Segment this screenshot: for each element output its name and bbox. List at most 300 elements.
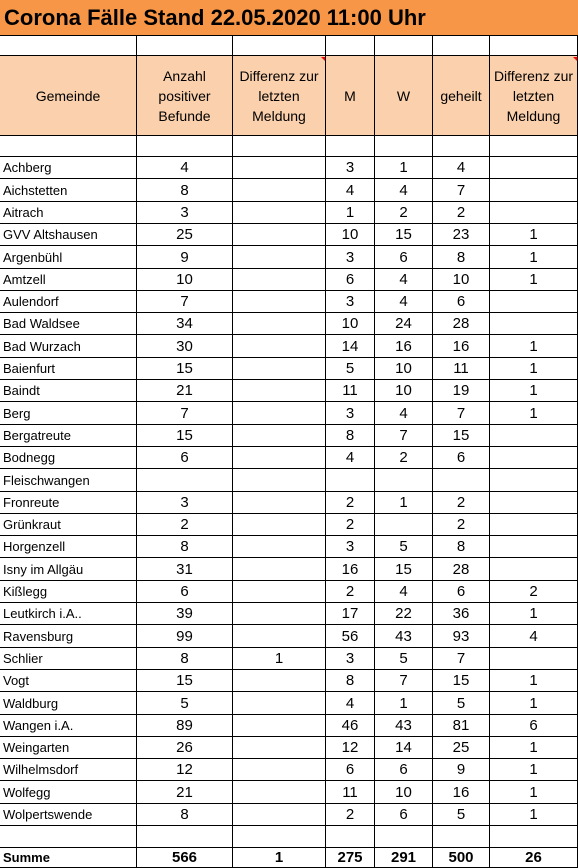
table-cell-geheilt[interactable] [433,291,490,313]
table-cell-anzahl[interactable] [137,157,233,179]
table-cell-differenz-geheilt[interactable] [490,581,578,603]
spacer-cell-top-geheilt[interactable] [433,36,490,56]
table-cell-m[interactable] [326,625,375,648]
table-cell-differenz-geheilt[interactable] [490,402,578,425]
table-cell-m[interactable] [326,202,375,224]
table-cell-gemeinde-text: GVV Altshausen [3,227,98,242]
table-cell-anzahl[interactable] [137,447,233,469]
table-cell-differenz-geheilt[interactable] [490,603,578,625]
table-cell-differenz-geheilt[interactable] [490,358,578,380]
spacer-cell-mid-differenz-geheilt[interactable] [490,136,578,157]
header-gemeinde-text: Gemeinde [35,87,101,104]
table-cell-geheilt[interactable] [433,670,490,692]
table-cell-anzahl[interactable] [137,313,233,335]
header-m[interactable] [326,56,375,136]
table-cell-gemeinde[interactable] [0,581,137,603]
spacer-cell-bottom-m[interactable] [326,826,375,848]
table-cell-gemeinde[interactable] [0,670,137,692]
table-cell-differenz[interactable] [233,469,326,492]
summary-cell-differenz-geheilt[interactable] [490,848,578,868]
table-cell-differenz-geheilt[interactable] [490,715,578,737]
table-cell-differenz-geheilt-text: 6 [529,717,538,734]
table-cell-differenz-geheilt[interactable] [490,179,578,202]
table-cell-differenz-geheilt[interactable] [490,670,578,692]
table-cell-gemeinde[interactable] [0,781,137,804]
table-cell-differenz-geheilt[interactable] [490,291,578,313]
summary-cell-differenz[interactable] [233,848,326,868]
table-cell-differenz[interactable] [233,759,326,781]
table-cell-differenz-geheilt[interactable] [490,202,578,224]
spacer-cell-top-differenz-geheilt[interactable] [490,36,578,56]
table-cell-w[interactable] [375,781,433,804]
table-cell-gemeinde[interactable] [0,804,137,826]
table-cell-differenz[interactable] [233,179,326,202]
table-cell-differenz-geheilt[interactable] [490,648,578,670]
table-cell-w[interactable] [375,291,433,313]
table-cell-w[interactable] [375,670,433,692]
table-cell-gemeinde[interactable] [0,558,137,581]
table-cell-m-text: 2 [345,806,355,823]
comment-indicator-icon [321,57,325,61]
table-cell-w[interactable] [375,380,433,402]
table-cell-anzahl[interactable] [137,224,233,246]
table-cell-geheilt[interactable] [433,536,490,558]
table-cell-anzahl[interactable] [137,492,233,514]
table-cell-gemeinde[interactable] [0,380,137,402]
spacer-cell-bottom-w[interactable] [375,826,433,848]
table-cell-gemeinde[interactable] [0,313,137,335]
table-cell-gemeinde[interactable] [0,202,137,224]
table-cell-gemeinde[interactable] [0,402,137,425]
table-cell-w[interactable] [375,269,433,291]
table-cell-anzahl[interactable] [137,625,233,648]
table-cell-geheilt[interactable] [433,737,490,759]
table-cell-anzahl[interactable] [137,514,233,536]
table-cell-w[interactable] [375,536,433,558]
table-cell-gemeinde[interactable] [0,625,137,648]
summary-cell-anzahl[interactable] [137,848,233,868]
table-cell-gemeinde[interactable] [0,246,137,269]
table-cell-geheilt[interactable] [433,157,490,179]
table-cell-geheilt[interactable] [433,648,490,670]
table-cell-m[interactable] [326,358,375,380]
table-cell-anzahl[interactable] [137,737,233,759]
table-cell-differenz[interactable] [233,715,326,737]
table-cell-w[interactable] [375,603,433,625]
table-cell-anzahl[interactable] [137,603,233,625]
table-cell-differenz-geheilt[interactable] [490,335,578,358]
table-cell-differenz[interactable] [233,380,326,402]
table-cell-m[interactable] [326,269,375,291]
table-cell-w[interactable] [375,157,433,179]
table-cell-differenz[interactable] [233,804,326,826]
table-cell-anzahl-text: 39 [176,605,193,622]
table-cell-w[interactable] [375,581,433,603]
table-cell-anzahl[interactable] [137,581,233,603]
table-cell-differenz[interactable] [233,692,326,715]
table-cell-anzahl[interactable] [137,648,233,670]
table-cell-w[interactable] [375,514,433,536]
table-cell-anzahl-text: 6 [180,449,189,466]
table-cell-w[interactable] [375,692,433,715]
table-cell-m[interactable] [326,737,375,759]
table-cell-m[interactable] [326,514,375,536]
summary-cell-geheilt-text: 500 [448,849,474,866]
table-cell-differenz-geheilt[interactable] [490,246,578,269]
table-cell-geheilt[interactable] [433,335,490,358]
table-cell-gemeinde[interactable] [0,269,137,291]
table-cell-m[interactable] [326,313,375,335]
spacer-cell-top-gemeinde[interactable] [0,36,137,56]
table-cell-anzahl[interactable] [137,759,233,781]
table-cell-differenz[interactable] [233,603,326,625]
table-cell-w-text: 15 [395,560,412,578]
table-cell-anzahl[interactable] [137,246,233,269]
table-cell-m[interactable] [326,715,375,737]
table-cell-anzahl[interactable] [137,558,233,581]
table-cell-gemeinde[interactable] [0,492,137,514]
table-cell-anzahl[interactable] [137,715,233,737]
table-cell-gemeinde[interactable] [0,469,137,492]
table-cell-w[interactable] [375,179,433,202]
table-cell-geheilt[interactable] [433,804,490,826]
table-cell-anzahl-text: 3 [180,204,189,221]
spacer-cell-mid-geheilt[interactable] [433,136,490,157]
table-cell-m-text: 11 [342,783,358,801]
table-cell-differenz-geheilt[interactable] [490,447,578,469]
table-cell-geheilt-text: 7 [456,650,466,667]
table-cell-anzahl[interactable] [137,804,233,826]
table-cell-m[interactable] [326,380,375,402]
table-cell-geheilt[interactable] [433,759,490,781]
table-cell-geheilt-text: 7 [456,181,466,199]
summary-cell-differenz-text: 1 [274,849,284,866]
table-cell-geheilt[interactable] [433,558,490,581]
table-cell-geheilt-text: 93 [452,627,470,645]
table-cell-differenz-geheilt[interactable] [490,425,578,447]
table-cell-w[interactable] [375,246,433,269]
summary-cell-gemeinde[interactable] [0,848,137,868]
table-cell-geheilt-text: 28 [452,315,470,332]
table-cell-m[interactable] [326,224,375,246]
table-cell-differenz[interactable] [233,269,326,291]
summary-cell-m[interactable] [326,848,375,868]
table-cell-differenz-geheilt[interactable] [490,157,578,179]
table-cell-differenz-geheilt-text: 1 [529,337,538,355]
table-cell-anzahl[interactable] [137,692,233,715]
table-cell-differenz[interactable] [233,202,326,224]
spacer-cell-bottom-differenz-geheilt[interactable] [490,826,578,848]
table-cell-anzahl-text: 7 [180,404,189,422]
table-cell-anzahl[interactable] [137,425,233,447]
table-cell-differenz-geheilt-text: 1 [529,360,538,377]
table-cell-gemeinde[interactable] [0,603,137,625]
spacer-cell-mid-gemeinde[interactable] [0,136,137,157]
table-cell-differenz[interactable] [233,425,326,447]
table-cell-geheilt[interactable] [433,469,490,492]
table-cell-w[interactable] [375,224,433,246]
header-gemeinde[interactable] [0,56,137,136]
table-cell-differenz[interactable] [233,514,326,536]
table-cell-m-text: 6 [345,271,355,288]
spacer-cell-top-m[interactable] [326,36,375,56]
table-cell-m[interactable] [326,536,375,558]
table-cell-geheilt-text: 15 [452,672,470,689]
table-cell-geheilt[interactable] [433,179,490,202]
table-cell-gemeinde[interactable] [0,447,137,469]
table-cell-differenz-geheilt[interactable] [490,224,578,246]
table-cell-differenz[interactable] [233,291,326,313]
spacer-cell-bottom-differenz[interactable] [233,826,326,848]
table-cell-differenz-geheilt[interactable] [490,469,578,492]
header-differenz-geheilt[interactable] [490,56,578,136]
table-cell-w[interactable] [375,648,433,670]
table-cell-anzahl[interactable] [137,536,233,558]
table-cell-anzahl[interactable] [137,469,233,492]
table-cell-differenz-geheilt[interactable] [490,558,578,581]
table-cell-gemeinde-text: Fronreute [3,495,60,510]
table-cell-anzahl-text: 7 [180,293,189,310]
table-cell-m-text: 6 [345,761,355,778]
table-cell-w[interactable] [375,402,433,425]
table-cell-anzahl[interactable] [137,781,233,804]
table-cell-gemeinde[interactable] [0,648,137,670]
table-cell-differenz[interactable] [233,670,326,692]
table-cell-differenz[interactable] [233,625,326,648]
table-cell-anzahl-text: 25 [176,226,193,243]
table-cell-differenz-geheilt[interactable] [490,625,578,648]
table-cell-gemeinde[interactable] [0,358,137,380]
table-cell-differenz[interactable] [233,358,326,380]
table-cell-w-text: 10 [395,360,412,377]
table-cell-w-text: 4 [399,583,408,600]
table-cell-gemeinde[interactable] [0,536,137,558]
table-cell-geheilt-text: 6 [456,583,466,600]
spacer-cell-top-w[interactable] [375,36,433,56]
spacer-cell-mid-m[interactable] [326,136,375,157]
table-cell-differenz-geheilt[interactable] [490,492,578,514]
table-cell-m-text: 10 [341,226,359,243]
table-cell-m[interactable] [326,335,375,358]
table-cell-w[interactable] [375,469,433,492]
table-cell-gemeinde[interactable] [0,514,137,536]
table-cell-differenz-geheilt-text: 1 [529,761,538,778]
table-cell-gemeinde[interactable] [0,335,137,358]
table-cell-differenz[interactable] [233,224,326,246]
table-cell-w[interactable] [375,715,433,737]
table-cell-differenz[interactable] [233,246,326,269]
table-cell-geheilt[interactable] [433,603,490,625]
table-cell-m[interactable] [326,492,375,514]
table-cell-m[interactable] [326,291,375,313]
sheet-title: Corona Fälle Stand 22.05.2020 11:00 Uhr [0,0,578,36]
table-cell-m[interactable] [326,402,375,425]
table-cell-m[interactable] [326,425,375,447]
table-cell-geheilt[interactable] [433,692,490,715]
table-cell-m[interactable] [326,469,375,492]
table-cell-w-text: 10 [395,382,412,399]
table-cell-differenz-geheilt-text: 1 [529,694,538,712]
table-cell-differenz-geheilt[interactable] [490,313,578,335]
spacer-cell-mid-differenz[interactable] [233,136,326,157]
table-cell-gemeinde[interactable] [0,179,137,202]
spacer-cell-bottom-anzahl[interactable] [137,826,233,848]
table-cell-m[interactable] [326,692,375,715]
summary-cell-geheilt[interactable] [433,848,490,868]
table-cell-gemeinde[interactable] [0,759,137,781]
table-cell-differenz[interactable] [233,581,326,603]
spacer-cell-bottom-gemeinde[interactable] [0,826,137,848]
table-cell-gemeinde-text: Ravensburg [3,628,74,644]
table-cell-w[interactable] [375,492,433,514]
table-cell-differenz-geheilt[interactable] [490,380,578,402]
table-cell-geheilt[interactable] [433,492,490,514]
table-cell-anzahl[interactable] [137,670,233,692]
table-cell-geheilt[interactable] [433,781,490,804]
table-cell-geheilt[interactable] [433,581,490,603]
table-cell-w-text: 24 [395,315,412,332]
table-cell-geheilt[interactable] [433,224,490,246]
table-cell-anzahl[interactable] [137,202,233,224]
table-cell-w[interactable] [375,625,433,648]
table-cell-geheilt[interactable] [433,246,490,269]
table-cell-differenz-geheilt[interactable] [490,737,578,759]
table-cell-anzahl[interactable] [137,269,233,291]
table-cell-differenz-geheilt[interactable] [490,781,578,804]
table-cell-geheilt[interactable] [433,380,490,402]
table-cell-differenz-geheilt[interactable] [490,759,578,781]
table-cell-w-text: 15 [395,226,412,243]
table-cell-anzahl[interactable] [137,335,233,358]
table-cell-anzahl[interactable] [137,402,233,425]
table-cell-geheilt[interactable] [433,425,490,447]
table-cell-m[interactable] [326,447,375,469]
spacer-cell-bottom-geheilt[interactable] [433,826,490,848]
table-cell-w[interactable] [375,759,433,781]
table-cell-differenz-geheilt-text: 1 [529,672,538,689]
table-cell-w[interactable] [375,335,433,358]
table-cell-gemeinde-text: Baindt [3,383,40,398]
table-cell-differenz-geheilt-text: 1 [529,739,538,756]
table-cell-geheilt[interactable] [433,514,490,536]
table-cell-differenz[interactable] [233,536,326,558]
table-cell-m[interactable] [326,157,375,179]
table-cell-m[interactable] [326,781,375,804]
table-cell-w[interactable] [375,737,433,759]
table-cell-anzahl-text: 10 [176,271,193,288]
table-cell-gemeinde[interactable] [0,224,137,246]
table-cell-m[interactable] [326,759,375,781]
table-cell-w[interactable] [375,202,433,224]
header-anzahl-text: Anzahl positiver Befunde [158,67,211,124]
table-cell-w[interactable] [375,358,433,380]
table-cell-gemeinde[interactable] [0,737,137,759]
table-cell-differenz-geheilt[interactable] [490,514,578,536]
table-cell-w[interactable] [375,425,433,447]
table-cell-m[interactable] [326,603,375,625]
table-cell-gemeinde[interactable] [0,291,137,313]
table-cell-differenz[interactable] [233,492,326,514]
table-cell-m[interactable] [326,581,375,603]
spacer-cell-mid-w[interactable] [375,136,433,157]
table-cell-w-text: 1 [399,694,408,712]
table-cell-anzahl[interactable] [137,380,233,402]
table-cell-differenz-geheilt[interactable] [490,536,578,558]
table-cell-w[interactable] [375,313,433,335]
header-differenz[interactable] [233,56,326,136]
table-cell-gemeinde-text: Grünkraut [3,517,61,532]
spacer-cell-top-anzahl[interactable] [137,36,233,56]
table-cell-differenz-geheilt-text: 1 [529,271,538,288]
table-cell-w[interactable] [375,804,433,826]
table-cell-w-text: 10 [395,783,412,801]
table-cell-geheilt[interactable] [433,269,490,291]
table-cell-m-text: 10 [341,315,359,332]
table-cell-differenz[interactable] [233,313,326,335]
table-cell-gemeinde[interactable] [0,715,137,737]
table-cell-differenz[interactable] [233,402,326,425]
spacer-cell-top-differenz[interactable] [233,36,326,56]
table-cell-w-text: 1 [399,159,408,176]
table-cell-anzahl-text: 5 [180,694,189,712]
header-anzahl[interactable] [137,56,233,136]
table-cell-geheilt[interactable] [433,447,490,469]
table-cell-m-text: 14 [341,337,359,355]
table-cell-w[interactable] [375,558,433,581]
table-cell-w-text: 7 [399,672,408,689]
table-cell-differenz-geheilt-text: 1 [529,404,538,422]
table-cell-w[interactable] [375,447,433,469]
table-cell-gemeinde[interactable] [0,157,137,179]
header-geheilt[interactable] [433,56,490,136]
table-cell-m[interactable] [326,179,375,202]
header-m-text: M [344,87,356,104]
table-cell-anzahl[interactable] [137,291,233,313]
table-cell-differenz-geheilt[interactable] [490,804,578,826]
table-cell-geheilt[interactable] [433,402,490,425]
table-cell-gemeinde[interactable] [0,692,137,715]
spacer-cell-mid-anzahl[interactable] [137,136,233,157]
table-cell-geheilt[interactable] [433,625,490,648]
table-cell-m[interactable] [326,804,375,826]
table-cell-differenz[interactable] [233,648,326,670]
table-cell-gemeinde[interactable] [0,425,137,447]
table-cell-differenz[interactable] [233,558,326,581]
header-w[interactable] [375,56,433,136]
table-cell-differenz[interactable] [233,157,326,179]
table-cell-differenz[interactable] [233,447,326,469]
table-cell-m[interactable] [326,670,375,692]
table-cell-geheilt[interactable] [433,313,490,335]
table-cell-differenz-geheilt[interactable] [490,269,578,291]
table-cell-m[interactable] [326,558,375,581]
table-cell-differenz[interactable] [233,781,326,804]
table-cell-m[interactable] [326,648,375,670]
table-cell-gemeinde-text: Weingarten [3,740,70,755]
table-cell-anzahl[interactable] [137,179,233,202]
table-cell-geheilt-text: 6 [456,293,466,310]
table-cell-m[interactable] [326,246,375,269]
table-cell-geheilt[interactable] [433,358,490,380]
table-cell-geheilt[interactable] [433,715,490,737]
table-cell-differenz[interactable] [233,737,326,759]
summary-cell-w[interactable] [375,848,433,868]
table-cell-differenz-geheilt[interactable] [490,692,578,715]
table-cell-differenz[interactable] [233,335,326,358]
table-cell-geheilt[interactable] [433,202,490,224]
table-cell-w-text: 1 [399,494,408,511]
table-cell-anzahl[interactable] [137,358,233,380]
